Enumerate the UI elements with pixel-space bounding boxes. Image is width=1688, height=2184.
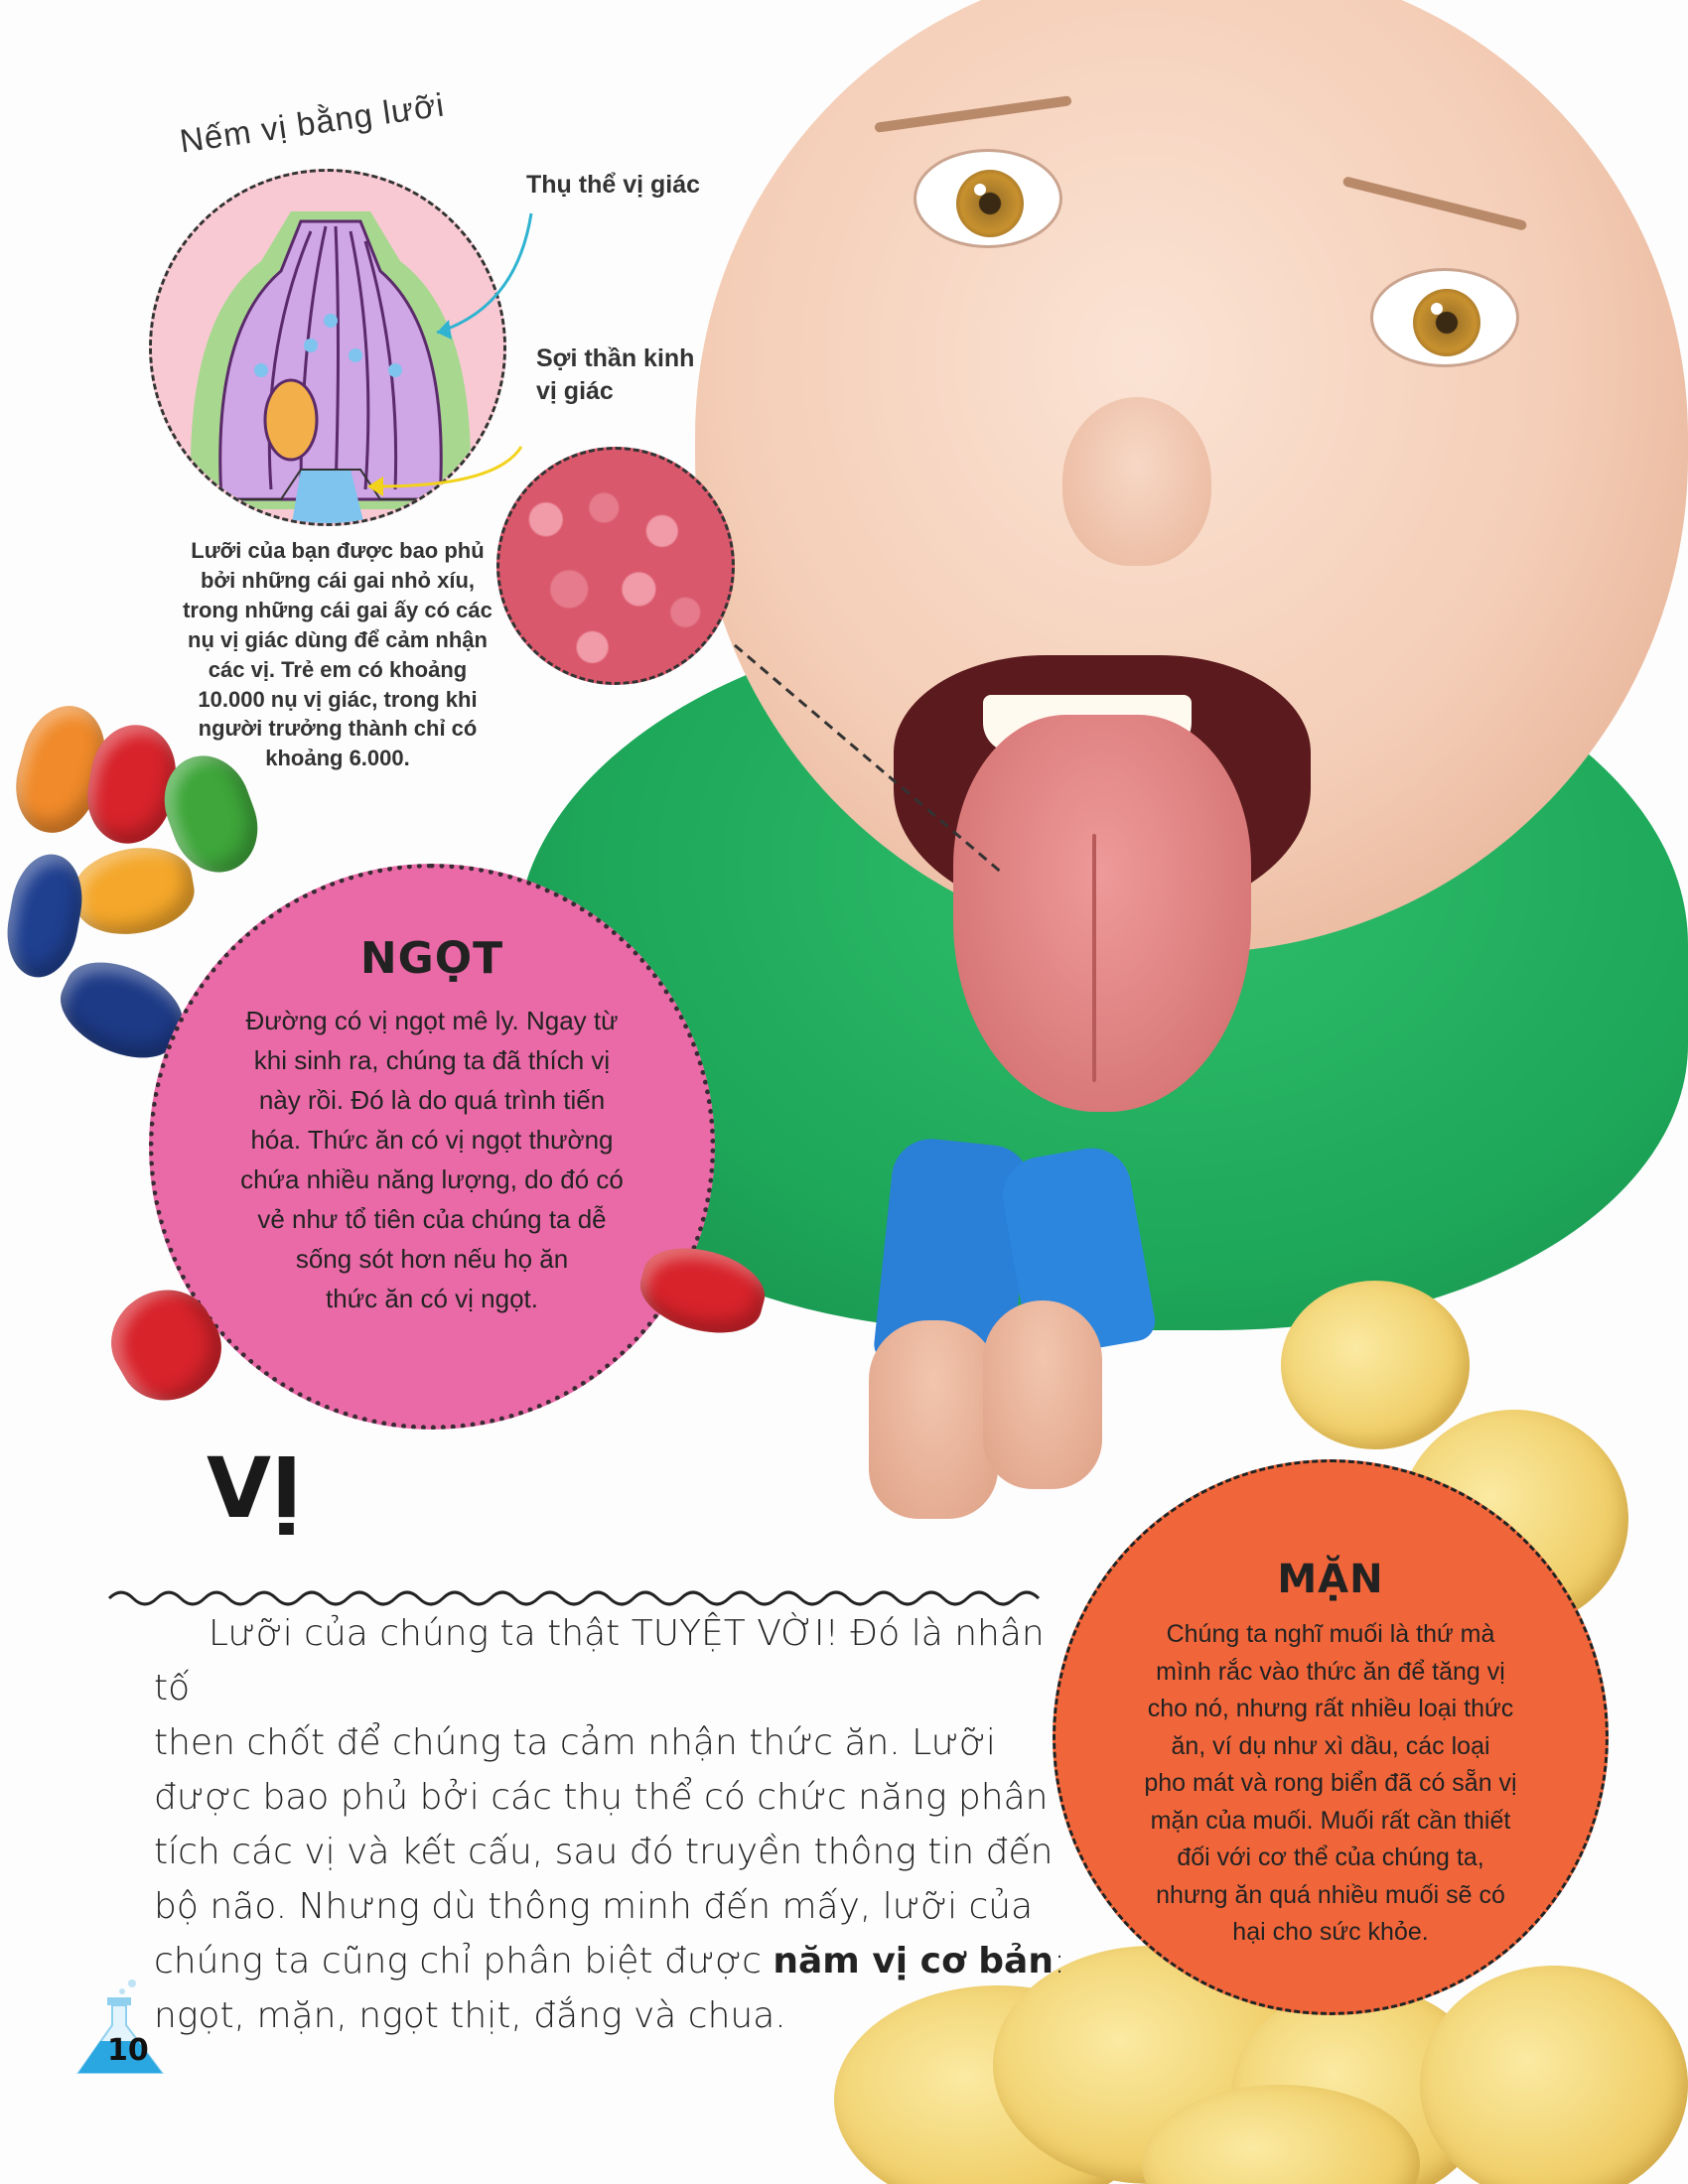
text-line: tích các vị và kết cấu, sau đó truyền thông tin đến (154, 1832, 1054, 1872)
salty-title: MẶN (1277, 1557, 1384, 1602)
text-line: hại cho sức khỏe. (1232, 1918, 1429, 1946)
text-line: Đường có vị ngọt mê ly. Ngay từ (245, 1006, 619, 1035)
text-line: người trưởng thành chỉ có (198, 716, 478, 742)
nerve-label-line: vị giác (536, 376, 614, 405)
text-line: mặn của muối. Muối rất cần thiết (1150, 1806, 1511, 1835)
text-line: Chúng ta nghĩ muối là thứ mà (1166, 1620, 1495, 1648)
text-line: đối với cơ thể của chúng ta, (1177, 1843, 1484, 1871)
text-line: chứa nhiều năng lượng, do đó có (240, 1164, 624, 1194)
text-line: cho nó, nhưng rất nhiều loại thức (1147, 1695, 1514, 1722)
sweet-title: NGỌT (359, 933, 504, 984)
text-line (154, 1606, 1067, 1715)
text-span: chúng ta cũng chỉ phân biệt được (154, 1941, 774, 1981)
text-line: nụ vị giác dùng để cảm nhận (188, 626, 488, 652)
text-line: vẻ như tổ tiên của chúng ta dễ (257, 1204, 607, 1234)
text-line: mình rắc vào thức ăn để tăng vị (1156, 1657, 1505, 1686)
text-line: then chốt để chúng ta cảm nhận thức ăn. Lưỡi (154, 1722, 996, 1763)
text-line: trong những cái gai ấy có các (183, 597, 492, 622)
text-line: bộ não. Nhưng dù thông minh đến mấy, lưỡi của (154, 1886, 1034, 1927)
text-line: các vị. Trẻ em có khoảng (208, 656, 468, 682)
text-line: khi sinh ra, chúng ta đã thích vị (253, 1045, 611, 1075)
text-line: thức ăn có vị ngọt. (326, 1284, 538, 1313)
text-line: nhưng ăn quá nhiều muối sẽ có (1156, 1880, 1505, 1909)
text-line: ăn, ví dụ như xì dầu, các loại (1171, 1731, 1490, 1760)
text-line: bởi những cái gai nhỏ xíu, (200, 567, 476, 593)
text-line-content: Lưỡi của chúng ta thật TUYỆT VỜI! Đó là nhân tố (154, 1613, 1045, 1708)
page-heading: VỊ (207, 1439, 303, 1537)
text-line: sống sót hơn nếu họ ăn (295, 1244, 569, 1274)
text-line: Lưỡi của bạn được bao phủ (191, 538, 485, 563)
tongue-callout (149, 536, 526, 773)
text-line: hóa. Thức ăn có vị ngọt thường (250, 1125, 614, 1155)
text-line (154, 1934, 1067, 1988)
bold-phrase: năm vị cơ bản (773, 1941, 1054, 1981)
page-number: 10 (107, 2033, 149, 2068)
taste-papillae-closeup (496, 447, 735, 685)
salty-description (1110, 1616, 1551, 1952)
receptor-label: Thụ thể vị giác (526, 171, 701, 199)
text-line: pho mát và rong biển đã có sẵn vị (1144, 1769, 1517, 1797)
main-body-text (154, 1606, 1067, 2043)
text-line: khoảng 6.000. (265, 746, 410, 771)
text-line: này rồi. Đó là do quá trình tiến (258, 1085, 606, 1115)
text-span: : (1053, 1941, 1066, 1981)
text-line: 10.000 nụ vị giác, trong khi (198, 686, 478, 712)
text-line: được bao phủ bởi các thụ thể có chức năng phân (154, 1777, 1049, 1818)
text-line: ngọt, mặn, ngọt thịt, đắng và chua. (154, 1995, 786, 2036)
diagram-title: Nếm vị bằng lưỡi (177, 85, 448, 160)
nerve-label-line: Sợi thần kinh (536, 344, 695, 372)
